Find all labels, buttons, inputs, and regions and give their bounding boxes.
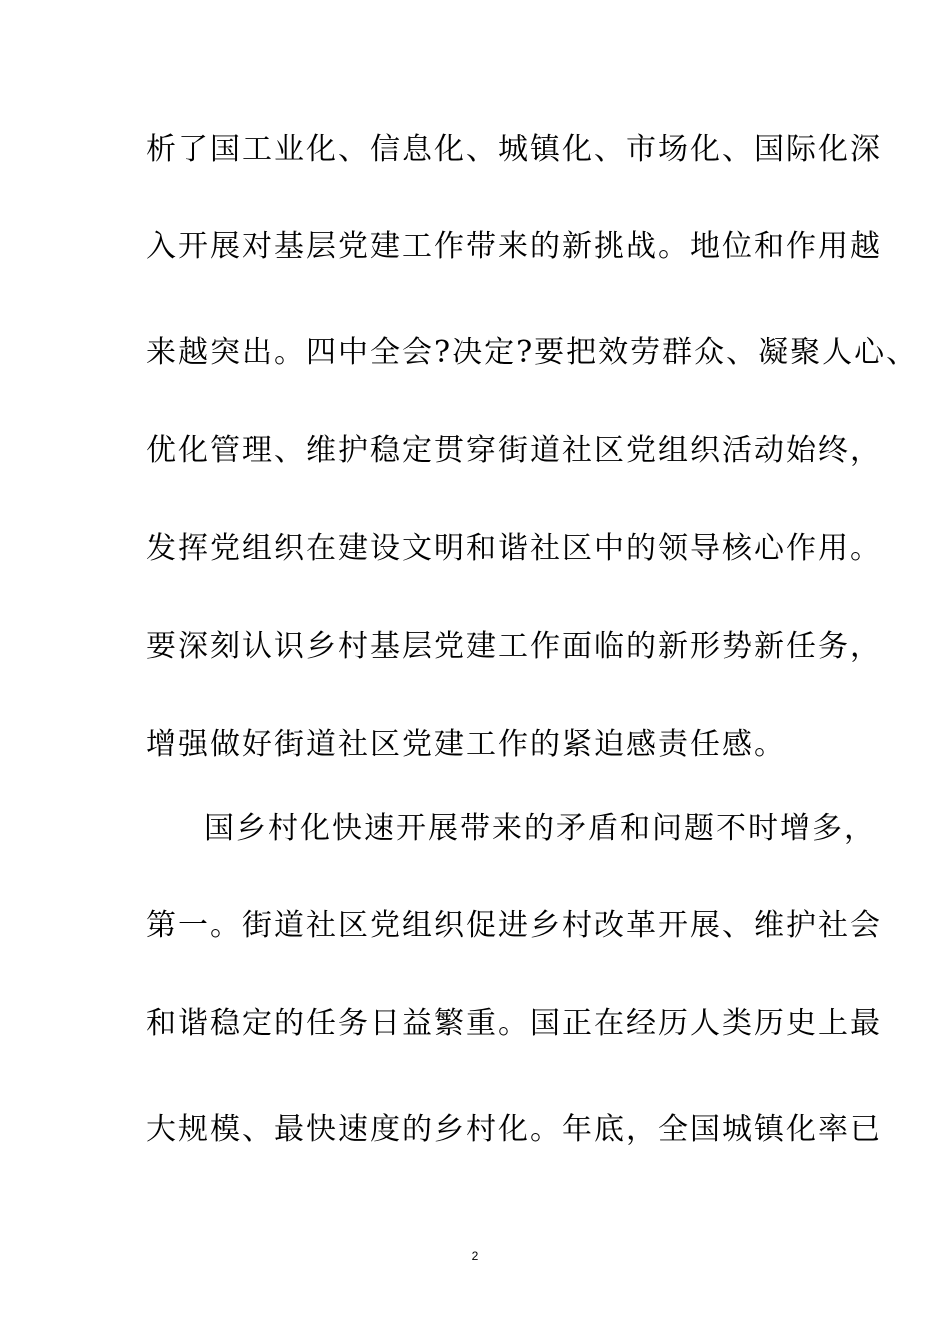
text-line-2: 入开展对基层党建工作带来的新挑战。地位和作用越 <box>146 229 882 264</box>
text-line-9: 第一。街道社区党组织促进乡村改革开展、维护社会 <box>146 908 882 943</box>
text-line-7: 增强做好街道社区党建工作的紧迫感责任感。 <box>146 727 786 762</box>
text-line-4: 优化管理、维护稳定贯穿街道社区党组织活动始终， <box>146 433 882 468</box>
text-line-1: 析了国工业化、信息化、城镇化、市场化、国际化深 <box>146 132 882 167</box>
text-line-10: 和谐稳定的任务日益繁重。国正在经历人类历史上最 <box>146 1006 882 1041</box>
text-line-3: 来越突出。四中全会?决定?要把效劳群众、凝聚人心、 <box>146 335 919 370</box>
page-number: 2 <box>471 1249 479 1263</box>
text-line-6: 要深刻认识乡村基层党建工作面临的新形势新任务， <box>146 629 882 664</box>
text-line-5: 发挥党组织在建设文明和谐社区中的领导核心作用。 <box>146 531 882 566</box>
text-line-8-paragraph-start: 国乡村化快速开展带来的矛盾和问题不时增多， <box>204 811 876 846</box>
text-line-11: 大规模、最快速度的乡村化。年底，全国城镇化率已 <box>146 1112 882 1147</box>
